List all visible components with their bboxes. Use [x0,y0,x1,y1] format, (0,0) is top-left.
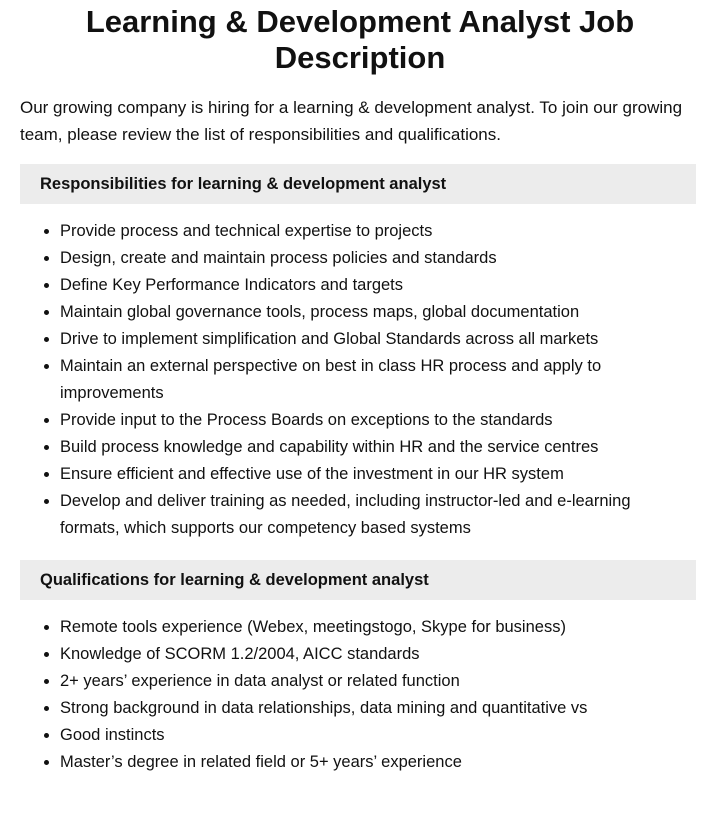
responsibilities-list [0,218,720,542]
list-item: • Maintain global governance tools, process maps, global documentation [60,299,690,326]
intro-text: Our growing company is hiring for a learning & development analyst. To join our growing team, please review the list of responsibilities and qualifications. [20,98,683,144]
list-item: • Strong background in data relationships, data mining and quantitative vs [60,695,690,722]
list-item: • Develop and deliver training as needed, including instructor-led and e-learning formats, which supports our competency based systems [60,488,690,542]
list-item: • Maintain an external perspective on best in class HR process and apply to improvements [60,353,690,407]
list-item: • Build process knowledge and capability within HR and the service centres [60,434,690,461]
list-item: • Provide process and technical expertise to projects [60,218,690,245]
list-item: • Knowledge of SCORM 1.2/2004, AICC standards [60,641,690,668]
list-item: • Master’s degree in related field or 5+ years’ experience [60,749,690,776]
list-item: • Design, create and maintain process policies and standards [60,245,690,272]
list-item: • Define Key Performance Indicators and targets [60,272,690,299]
responsibilities-heading: Responsibilities for learning & development analyst [20,164,696,204]
list-item: • Good instincts [60,722,690,749]
qualifications-list [0,614,720,776]
list-item: • Remote tools experience (Webex, meetingstogo, Skype for business) [60,614,690,641]
list-item: • Provide input to the Process Boards on exceptions to the standards [60,407,690,434]
qualifications-heading: Qualifications for learning & development analyst [20,560,696,600]
page-title: Learning & Development Analyst Job Description [85,4,635,75]
list-item: • Ensure efficient and effective use of the investment in our HR system [60,461,690,488]
list-item: • Drive to implement simplification and Global Standards across all markets [60,326,690,353]
list-item: • 2+ years’ experience in data analyst or related function [60,668,690,695]
